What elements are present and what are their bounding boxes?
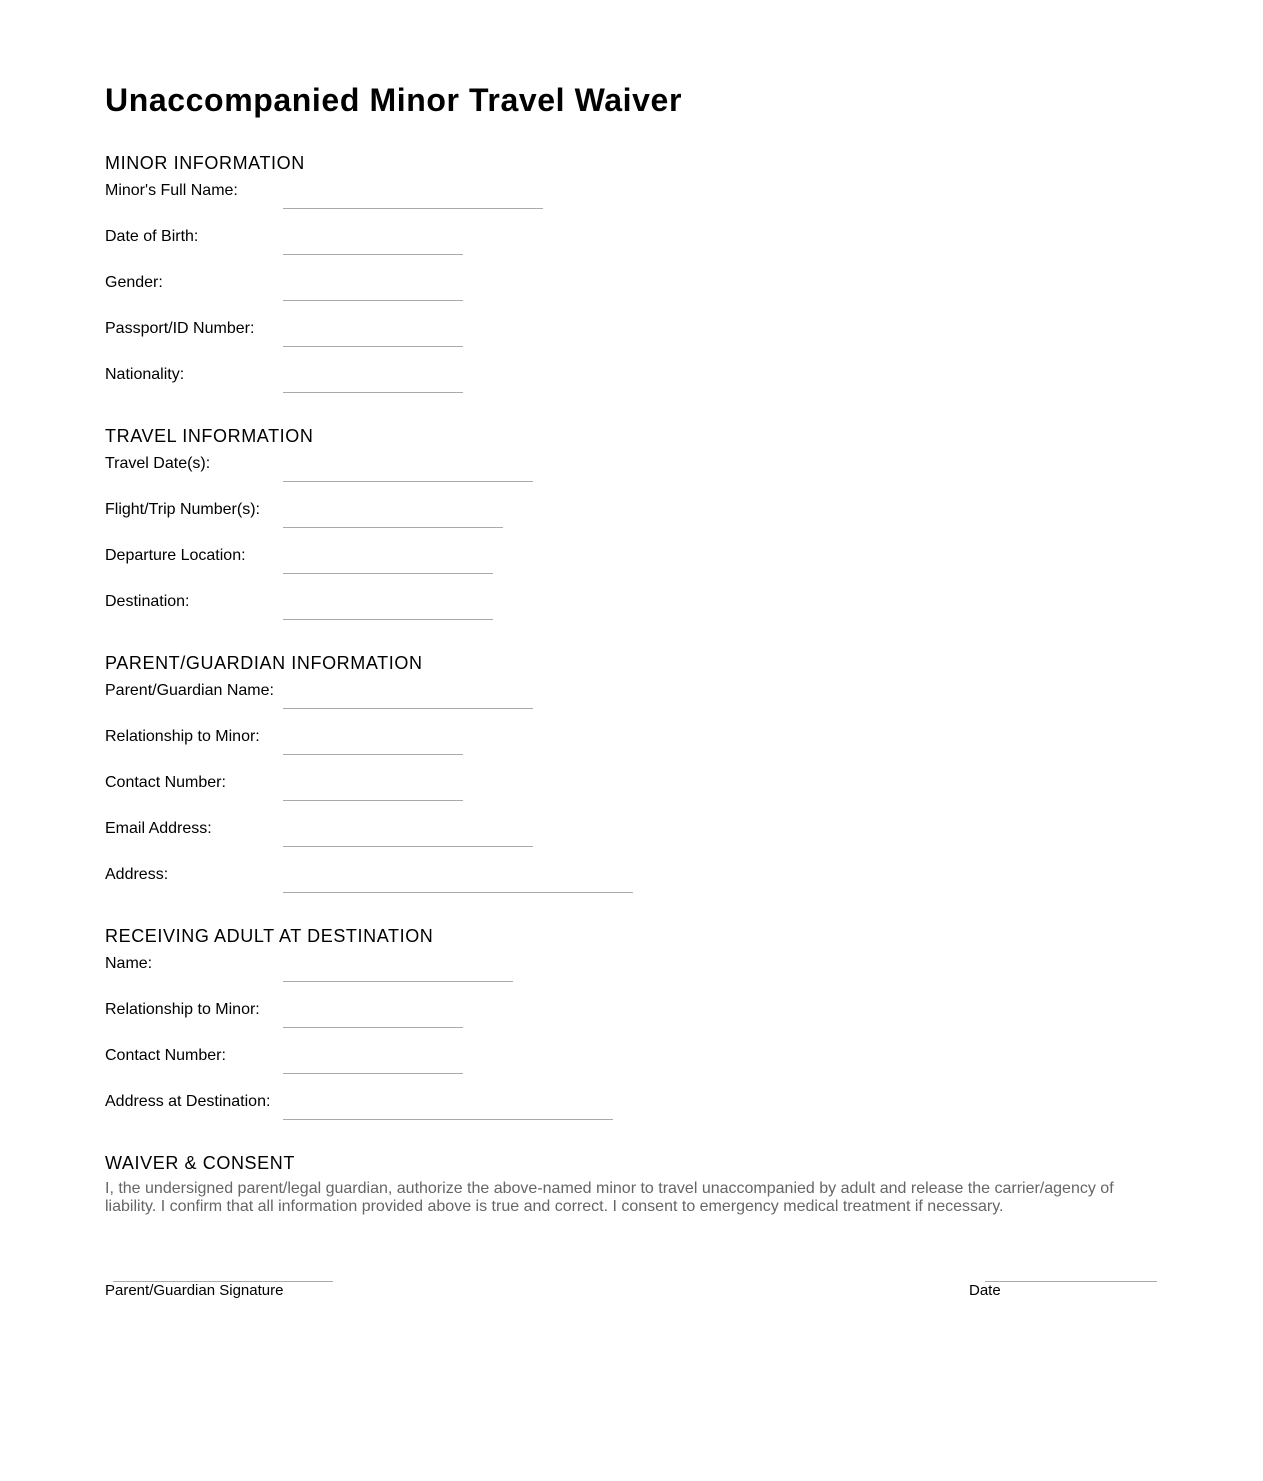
field-label: Date of Birth: (105, 228, 199, 245)
minor-full-name-input[interactable] (283, 208, 543, 209)
section-travel-information (105, 425, 1157, 639)
consent-text: I, the undersigned parent/legal guardian, authorize the above-named minor to travel unaccompanied by adult and release the carrier/agency of liability. I confirm that all information provided above is true and correct. I consent to emergency medical treatment if necessary. (105, 1180, 1114, 1215)
departure-location-input[interactable] (283, 573, 493, 574)
section-minor-information (105, 152, 1157, 412)
field-flight-trip-numbers (105, 501, 1157, 547)
section-waiver-consent (105, 1152, 1157, 1216)
section-heading: TRAVEL INFORMATION (105, 426, 314, 446)
field-label: Destination: (105, 593, 190, 610)
receiving-contact-number-input[interactable] (283, 1073, 463, 1074)
date-label: Date (969, 1282, 1001, 1299)
field-contact-number (105, 774, 1157, 820)
date-block (969, 1281, 1159, 1300)
relationship-to-minor-input[interactable] (283, 754, 463, 755)
receiving-name-input[interactable] (283, 981, 513, 982)
field-departure-location (105, 547, 1157, 593)
field-label: Minor's Full Name: (105, 182, 238, 199)
section-receiving-adult (105, 925, 1157, 1139)
section-heading: RECEIVING ADULT AT DESTINATION (105, 926, 434, 946)
field-address-at-destination (105, 1093, 1157, 1139)
field-label: Travel Date(s): (105, 455, 211, 472)
field-label: Relationship to Minor: (105, 728, 260, 745)
passport-id-number-input[interactable] (283, 346, 463, 347)
gender-input[interactable] (283, 300, 463, 301)
signature-block (105, 1281, 335, 1300)
field-label: Nationality: (105, 366, 185, 383)
field-label: Contact Number: (105, 774, 226, 791)
travel-dates-input[interactable] (283, 481, 533, 482)
field-label: Contact Number: (105, 1047, 226, 1064)
field-email-address (105, 820, 1157, 866)
field-label: Departure Location: (105, 547, 246, 564)
section-heading: PARENT/GUARDIAN INFORMATION (105, 653, 423, 673)
field-address (105, 866, 1157, 912)
section-heading: MINOR INFORMATION (105, 153, 305, 173)
date-of-birth-input[interactable] (283, 254, 463, 255)
field-receiving-relationship (105, 1001, 1157, 1047)
page-title: Unaccompanied Minor Travel Waiver (105, 82, 683, 118)
field-parent-guardian-name (105, 682, 1157, 728)
parent-guardian-name-input[interactable] (283, 708, 533, 709)
field-nationality (105, 366, 1157, 412)
address-input[interactable] (283, 892, 633, 893)
contact-number-input[interactable] (283, 800, 463, 801)
signature-label: Parent/Guardian Signature (105, 1282, 284, 1299)
field-label: Gender: (105, 274, 163, 291)
address-at-destination-input[interactable] (283, 1119, 613, 1120)
field-gender (105, 274, 1157, 320)
destination-input[interactable] (283, 619, 493, 620)
field-label: Parent/Guardian Name: (105, 682, 274, 699)
email-address-input[interactable] (283, 846, 533, 847)
field-receiving-name (105, 955, 1157, 1001)
nationality-input[interactable] (283, 392, 463, 393)
receiving-relationship-input[interactable] (283, 1027, 463, 1028)
field-receiving-contact-number (105, 1047, 1157, 1093)
field-label: Email Address: (105, 820, 212, 837)
field-minor-full-name (105, 182, 1157, 228)
flight-trip-numbers-input[interactable] (283, 527, 503, 528)
field-passport-id-number (105, 320, 1157, 366)
field-label: Flight/Trip Number(s): (105, 501, 260, 518)
field-label: Passport/ID Number: (105, 320, 255, 337)
field-label: Relationship to Minor: (105, 1001, 260, 1018)
field-destination (105, 593, 1157, 639)
field-label: Address: (105, 866, 169, 883)
field-relationship-to-minor (105, 728, 1157, 774)
section-parent-guardian-information (105, 652, 1157, 912)
section-heading: WAIVER & CONSENT (105, 1153, 295, 1173)
field-date-of-birth (105, 228, 1157, 274)
field-label: Name: (105, 955, 153, 972)
field-label: Address at Destination: (105, 1093, 271, 1110)
field-travel-dates (105, 455, 1157, 501)
